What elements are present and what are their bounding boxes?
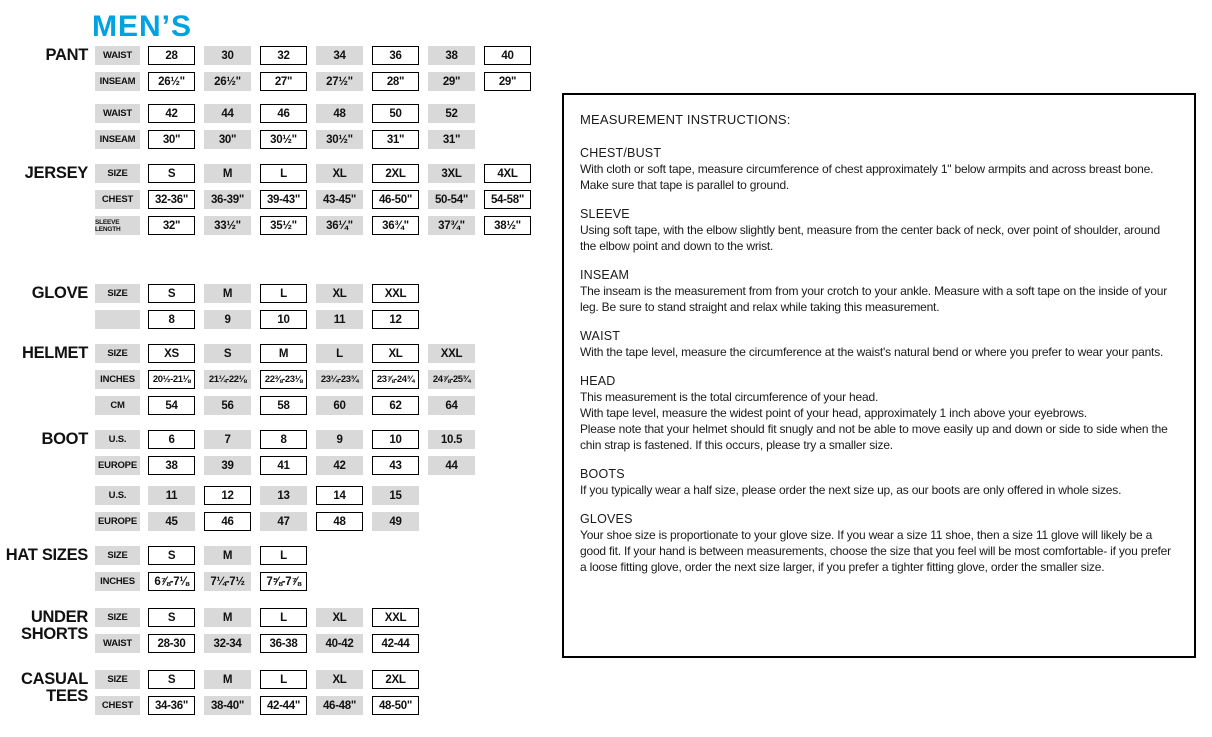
size-cell: 32-36" bbox=[148, 190, 195, 209]
size-cell: 56 bbox=[204, 396, 251, 415]
size-cell: 9 bbox=[316, 430, 363, 449]
section-label-pant: PANT bbox=[45, 46, 88, 64]
section-label-helmet: HELMET bbox=[21, 344, 88, 362]
size-cell: 38-40" bbox=[204, 696, 251, 715]
size-cell: S bbox=[148, 608, 195, 627]
size-cell: 48 bbox=[316, 512, 363, 531]
size-cell: 12 bbox=[372, 310, 419, 329]
size-cell: 9 bbox=[204, 310, 251, 329]
instruction-text: This measurement is the total circumference of your head. bbox=[580, 390, 879, 404]
row-label-cell: INSEAM bbox=[95, 72, 140, 91]
size-cell: 7⅝-7⅞ bbox=[260, 572, 307, 591]
size-cell: 39-43" bbox=[260, 190, 307, 209]
size-cell: 58 bbox=[260, 396, 307, 415]
size-cell: S bbox=[148, 670, 195, 689]
section-label-jersey: JERSEY bbox=[24, 164, 88, 182]
instruction-heading: WAIST bbox=[580, 329, 621, 343]
instruction-section bbox=[580, 374, 1178, 453]
section-label-glove: GLOVE bbox=[31, 284, 88, 302]
row-label-cell: INCHES bbox=[95, 572, 140, 591]
size-cell: 31" bbox=[372, 130, 419, 149]
size-cell: XL bbox=[316, 670, 363, 689]
instruction-section bbox=[580, 268, 1178, 315]
size-cell: 54-58" bbox=[484, 190, 531, 209]
size-cell: L bbox=[260, 546, 307, 565]
size-cell: 6⅞-7⅛ bbox=[148, 572, 195, 591]
size-cell: XL bbox=[316, 164, 363, 183]
instruction-text: The inseam is the measurement from from your crotch to your ankle. Measure with a soft tape on the inside of your leg. Be sure to stand straight and relax while taking this measurement. bbox=[580, 284, 1168, 314]
instruction-text: Please note that your helmet should fit snugly and not be able to move easily up and down or side to side when the chin strap is fastened. If this occurs, please try a smaller size. bbox=[580, 422, 1168, 452]
size-cell: 36¼" bbox=[316, 216, 363, 235]
size-cell: 20½-21⅛ bbox=[148, 370, 195, 389]
size-cell: 30 bbox=[204, 46, 251, 65]
size-cell: 12 bbox=[204, 486, 251, 505]
size-cell: 15 bbox=[372, 486, 419, 505]
size-cell: 36¾" bbox=[372, 216, 419, 235]
size-tables bbox=[0, 0, 560, 737]
row-label-cell: SIZE bbox=[95, 344, 140, 363]
page-title: MEN’S bbox=[92, 10, 193, 43]
instruction-text: With tape level, measure the widest point of your head, approximately 1 inch above your eyebrows. bbox=[580, 406, 1087, 420]
row-label-cell: SIZE bbox=[95, 546, 140, 565]
size-cell: 21¼-22⅛ bbox=[204, 370, 251, 389]
size-cell: 50-54" bbox=[428, 190, 475, 209]
size-cell: L bbox=[316, 344, 363, 363]
size-cell: 30½" bbox=[316, 130, 363, 149]
size-cell: 24⅞-25¾ bbox=[428, 370, 475, 389]
row-label-cell: U.S. bbox=[95, 486, 140, 505]
size-cell: S bbox=[148, 164, 195, 183]
size-cell: S bbox=[148, 284, 195, 303]
size-cell: 23¼-23¾ bbox=[316, 370, 363, 389]
size-cell: S bbox=[148, 546, 195, 565]
size-cell: M bbox=[260, 344, 307, 363]
size-cell: 8 bbox=[260, 430, 307, 449]
size-cell: 32 bbox=[260, 46, 307, 65]
size-cell: 29" bbox=[484, 72, 531, 91]
size-cell: 35½" bbox=[260, 216, 307, 235]
size-cell: 27½" bbox=[316, 72, 363, 91]
section-label-under: UNDER SHORTS bbox=[21, 608, 88, 643]
row-label-cell: WAIST bbox=[95, 104, 140, 123]
size-cell: 39 bbox=[204, 456, 251, 475]
instructions-body bbox=[580, 146, 1178, 575]
size-cell: 4XL bbox=[484, 164, 531, 183]
size-cell: 47 bbox=[260, 512, 307, 531]
size-cell: 36-39" bbox=[204, 190, 251, 209]
row-label-cell: SLEEVE LENGTH bbox=[95, 216, 140, 235]
size-cell: XL bbox=[316, 284, 363, 303]
row-label-cell: SIZE bbox=[95, 164, 140, 183]
size-cell: 30½" bbox=[260, 130, 307, 149]
size-cell: 46-50" bbox=[372, 190, 419, 209]
row-label-cell bbox=[95, 310, 140, 329]
instruction-heading: SLEEVE bbox=[580, 207, 630, 221]
size-cell: 45 bbox=[148, 512, 195, 531]
size-cell: 7¼-7½ bbox=[204, 572, 251, 591]
size-cell: 26½" bbox=[204, 72, 251, 91]
size-cell: 46 bbox=[260, 104, 307, 123]
size-cell: 33½" bbox=[204, 216, 251, 235]
size-cell: L bbox=[260, 164, 307, 183]
size-cell: 28" bbox=[372, 72, 419, 91]
size-cell: L bbox=[260, 608, 307, 627]
size-cell: 43 bbox=[372, 456, 419, 475]
section-label-boot: BOOT bbox=[41, 430, 88, 448]
size-cell: 42 bbox=[148, 104, 195, 123]
size-cell: 27" bbox=[260, 72, 307, 91]
size-cell: 32-34 bbox=[204, 634, 251, 653]
instruction-text: If you typically wear a half size, please order the next size up, as our boots are only offered in whole sizes. bbox=[580, 483, 1122, 497]
instruction-heading: HEAD bbox=[580, 374, 616, 388]
instruction-section bbox=[580, 329, 1178, 360]
size-cell: S bbox=[204, 344, 251, 363]
size-cell: 37¾" bbox=[428, 216, 475, 235]
size-cell: 52 bbox=[428, 104, 475, 123]
size-cell: XXL bbox=[372, 284, 419, 303]
size-cell: 2XL bbox=[372, 164, 419, 183]
instruction-text: With cloth or soft tape, measure circumference of chest approximately 1" below armpits and across breast bone. Make sure that tape is parallel to ground. bbox=[580, 162, 1154, 192]
size-cell: 54 bbox=[148, 396, 195, 415]
size-cell: M bbox=[204, 164, 251, 183]
size-cell: 64 bbox=[428, 396, 475, 415]
size-cell: 60 bbox=[316, 396, 363, 415]
size-cell: 30" bbox=[148, 130, 195, 149]
size-cell: 14 bbox=[316, 486, 363, 505]
row-label-cell: WAIST bbox=[95, 634, 140, 653]
size-cell: 46 bbox=[204, 512, 251, 531]
size-cell: 50 bbox=[372, 104, 419, 123]
size-cell: M bbox=[204, 284, 251, 303]
size-cell: 48 bbox=[316, 104, 363, 123]
size-cell: XXL bbox=[428, 344, 475, 363]
instruction-text: Your shoe size is proportionate to your glove size. If you wear a size 11 shoe, then a size 11 glove will likely be a good fit. If your hand is between measurements, choose the size that you feel will be most comfortable- if you prefer a loose fitting glove, order the next size larger, if you prefer a tighter fitting glove, order the smaller size. bbox=[580, 528, 1171, 574]
instruction-heading: CHEST/BUST bbox=[580, 146, 662, 160]
size-cell: 6 bbox=[148, 430, 195, 449]
row-label-cell: INSEAM bbox=[95, 130, 140, 149]
instruction-section bbox=[580, 207, 1178, 254]
size-cell: XS bbox=[148, 344, 195, 363]
row-label-cell: CM bbox=[95, 396, 140, 415]
size-cell: 11 bbox=[316, 310, 363, 329]
size-cell: 23⅞-24¾ bbox=[372, 370, 419, 389]
row-label-cell: SIZE bbox=[95, 284, 140, 303]
size-cell: 44 bbox=[428, 456, 475, 475]
instruction-heading: INSEAM bbox=[580, 268, 630, 282]
size-cell: 40-42 bbox=[316, 634, 363, 653]
size-cell: 48-50" bbox=[372, 696, 419, 715]
row-label-cell: U.S. bbox=[95, 430, 140, 449]
section-label-casual: CASUAL TEES bbox=[21, 670, 88, 705]
row-label-cell: WAIST bbox=[95, 46, 140, 65]
size-cell: 28 bbox=[148, 46, 195, 65]
size-cell: 46-48" bbox=[316, 696, 363, 715]
row-label-cell: INCHES bbox=[95, 370, 140, 389]
size-cell: 36-38 bbox=[260, 634, 307, 653]
size-cell: 38 bbox=[428, 46, 475, 65]
size-cell: 22⅜-23⅛ bbox=[260, 370, 307, 389]
size-cell: 10.5 bbox=[428, 430, 475, 449]
size-cell: 32" bbox=[148, 216, 195, 235]
instruction-heading: BOOTS bbox=[580, 467, 625, 481]
row-label-cell: EUROPE bbox=[95, 456, 140, 475]
size-cell: 31" bbox=[428, 130, 475, 149]
row-label-cell: CHEST bbox=[95, 696, 140, 715]
size-cell: M bbox=[204, 546, 251, 565]
size-cell: 26½" bbox=[148, 72, 195, 91]
size-cell: 10 bbox=[372, 430, 419, 449]
size-cell: 49 bbox=[372, 512, 419, 531]
row-label-cell: CHEST bbox=[95, 190, 140, 209]
size-cell: 8 bbox=[148, 310, 195, 329]
instruction-heading: GLOVES bbox=[580, 512, 633, 526]
size-cell: 34-36" bbox=[148, 696, 195, 715]
size-cell: 11 bbox=[148, 486, 195, 505]
size-cell: 3XL bbox=[428, 164, 475, 183]
size-cell: 38½" bbox=[484, 216, 531, 235]
row-label-cell: SIZE bbox=[95, 608, 140, 627]
instruction-section bbox=[580, 512, 1178, 575]
instruction-text: With the tape level, measure the circumference at the waist's natural bend or where you prefer to wear your pants. bbox=[580, 345, 1164, 359]
instructions-title: MEASUREMENT INSTRUCTIONS: bbox=[580, 112, 791, 127]
size-cell: XXL bbox=[372, 608, 419, 627]
size-cell: 28-30 bbox=[148, 634, 195, 653]
section-label-hat: HAT SIZES bbox=[5, 546, 88, 564]
instruction-section bbox=[580, 146, 1178, 193]
instruction-section bbox=[580, 467, 1178, 498]
instruction-text: Using soft tape, with the elbow slightly bent, measure from the center back of neck, over point of shoulder, around the elbow point and down to the wrist. bbox=[580, 223, 1161, 253]
size-cell: 10 bbox=[260, 310, 307, 329]
size-cell: 40 bbox=[484, 46, 531, 65]
size-cell: 62 bbox=[372, 396, 419, 415]
row-label-cell: EUROPE bbox=[95, 512, 140, 531]
size-cell: 38 bbox=[148, 456, 195, 475]
size-cell: M bbox=[204, 670, 251, 689]
size-cell: XL bbox=[372, 344, 419, 363]
size-cell: 34 bbox=[316, 46, 363, 65]
size-cell: 13 bbox=[260, 486, 307, 505]
size-cell: 42 bbox=[316, 456, 363, 475]
size-cell: L bbox=[260, 284, 307, 303]
size-cell: 29" bbox=[428, 72, 475, 91]
row-label-cell: SIZE bbox=[95, 670, 140, 689]
size-cell: 2XL bbox=[372, 670, 419, 689]
size-cell: 30" bbox=[204, 130, 251, 149]
size-cell: 41 bbox=[260, 456, 307, 475]
size-cell: 43-45" bbox=[316, 190, 363, 209]
size-cell: 42-44 bbox=[372, 634, 419, 653]
size-cell: 44 bbox=[204, 104, 251, 123]
size-cell: 42-44" bbox=[260, 696, 307, 715]
size-cell: 7 bbox=[204, 430, 251, 449]
size-cell: L bbox=[260, 670, 307, 689]
measurement-instructions-box bbox=[562, 93, 1196, 658]
size-cell: XL bbox=[316, 608, 363, 627]
size-cell: 36 bbox=[372, 46, 419, 65]
size-cell: M bbox=[204, 608, 251, 627]
